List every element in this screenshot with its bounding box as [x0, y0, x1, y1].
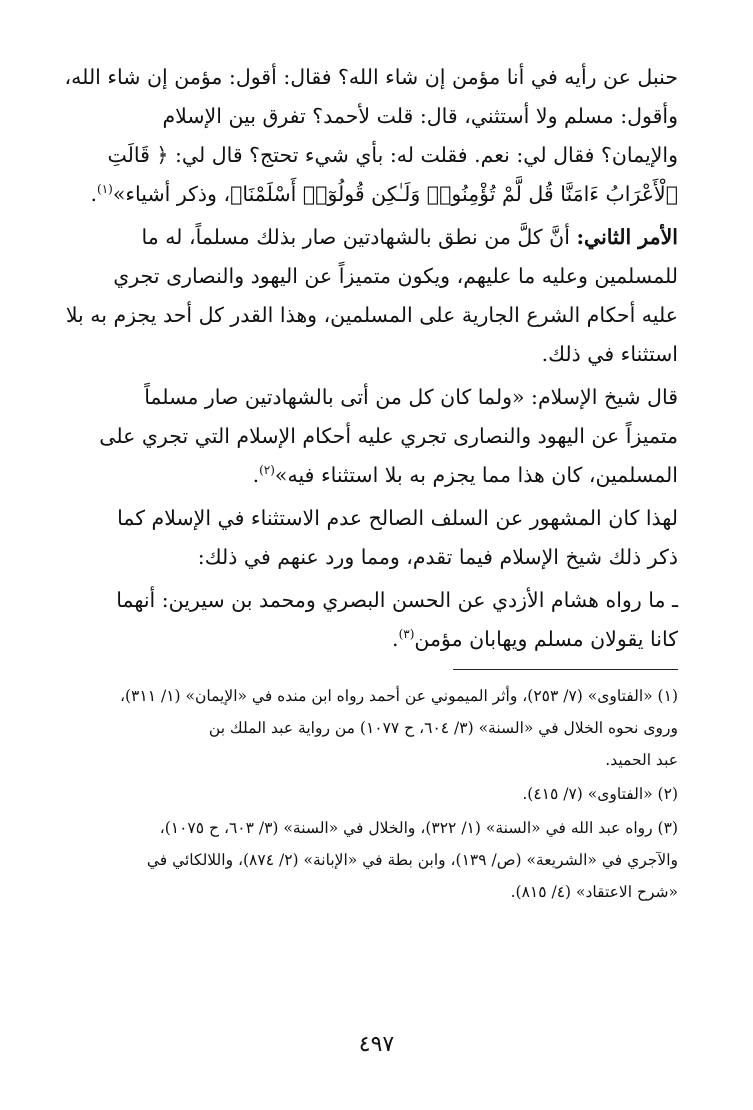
text-line	[60, 620, 678, 659]
footnote-line: «شرح الاعتقاد» (٤/ ٨١٥).	[510, 883, 678, 901]
text-line	[60, 175, 678, 214]
paragraph-1	[60, 58, 678, 214]
text-line: حنبل عن رأيه في أنا مؤمن إن شاء الله؟ فقال: أقول: مؤمن إن شاء الله،	[64, 65, 678, 89]
text-line	[60, 456, 678, 495]
page-content	[60, 58, 678, 910]
footnote-separator	[453, 669, 678, 670]
footnote-line: (٣) رواه عبد الله في «السنة» (١/ ٣٢٢)، والخلال في «السنة» (٣/ ٦٠٣، ح ١٠٧٥)،	[159, 819, 678, 837]
text-line: لهذا كان المشهور عن السلف الصالح عدم الاستثناء في الإسلام كما	[117, 506, 678, 530]
paragraph-2	[60, 218, 678, 374]
footnote-1	[60, 680, 678, 776]
period: .	[392, 627, 399, 651]
line-text: المسلمين، كان هذا مما يجزم به بلا استثناء فيه»	[274, 463, 678, 487]
footnote-line: والآجري في «الشريعة» (ص/ ١٣٩)، وابن بطة في «الإبانة» (٢/ ٨٧٤)، واللالكائي في	[146, 851, 678, 869]
footnote-line: (١) «الفتاوى» (٧/ ٢٥٣)، وأثر الميموني عن أحمد رواه ابن منده في «الإيمان» (١/ ٣١١)،	[119, 687, 678, 705]
text-line: وأقول: مسلم ولا أستثني، قال: قلت لأحمد؟ تفرق بين الإسلام	[162, 104, 678, 128]
text-line	[60, 218, 678, 257]
footnote-line: عبد الحميد.	[605, 751, 678, 769]
text-line: للمسلمين وعليه ما عليهم، ويكون متميزاً عن اليهود والنصارى تجري	[113, 264, 678, 288]
text-line: ـ ما رواه هشام الأزدي عن الحسن البصري ومحمد بن سيرين: أنهما	[116, 588, 678, 612]
section-label: الأمر الثاني:	[576, 225, 678, 249]
line-text: أنَّ كلَّ من نطق بالشهادتين صار بذلك مسلماً، له ما	[141, 225, 577, 249]
paragraph-5	[60, 581, 678, 659]
text-line: استثناء في ذلك.	[541, 342, 678, 366]
quran-verse-line: ٱلْأَعْرَابُ ءَامَنَّا قُل لَّمْ تُؤْمِنُوا۟ وَلَـٰكِن قُولُوٓا۟ أَسْلَمْنَا﴾، وذكر أشياء»	[112, 182, 678, 206]
footnote-2	[60, 778, 678, 810]
line-text: كانا يقولان مسلم ويهابان مؤمن	[414, 627, 678, 651]
footnote-ref-2: (٢)	[259, 463, 275, 478]
text-line: ذكر ذلك شيخ الإسلام فيما تقدم، ومما ورد عنهم في ذلك:	[197, 545, 678, 569]
paragraph-3	[60, 378, 678, 495]
footnotes	[60, 680, 678, 908]
paragraph-4	[60, 499, 678, 577]
page-number: ٤٩٧	[358, 1032, 395, 1057]
period: .	[252, 463, 260, 487]
footnote-line: وروى نحوه الخلال في «السنة» (٣/ ٦٠٤، ح ١٠٧٧) من رواية عبد الملك بن	[208, 719, 678, 737]
footnote-ref-1: (١)	[97, 182, 113, 197]
text-line: متميزاً عن اليهود والنصارى تجري عليه أحكام الإسلام التي تجري على	[99, 424, 678, 448]
footnote-ref-3: (٣)	[398, 627, 415, 642]
period: .	[90, 182, 98, 206]
text-line: والإيمان؟ فقال لي: نعم. فقلت له: بأي شيء تحتج؟ قال لي: ﴿ قَالَتِ	[107, 143, 678, 167]
footnote-line: (٢) «الفتاوى» (٧/ ٤١٥).	[522, 785, 678, 803]
footnote-3	[60, 812, 678, 908]
text-line: عليه أحكام الشرع الجارية على المسلمين، وهذا القدر كل أحد يجزم به بلا	[65, 303, 678, 327]
text-line: قال شيخ الإسلام: «ولما كان كل من أتى بالشهادتين صار مسلماً	[144, 385, 678, 409]
